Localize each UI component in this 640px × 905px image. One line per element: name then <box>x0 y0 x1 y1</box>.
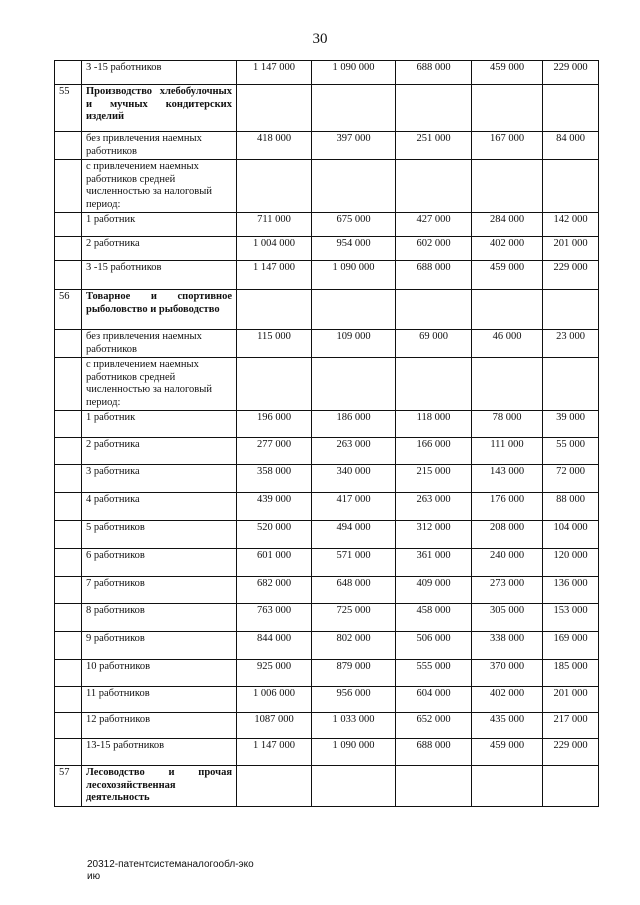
value-cell-4: 273 000 <box>472 577 543 604</box>
value-cell-4: 459 000 <box>472 261 543 290</box>
table-row <box>55 549 599 577</box>
value-cell-2: 417 000 <box>312 493 396 521</box>
table-row <box>55 465 599 493</box>
value-cell-1: 844 000 <box>237 632 312 660</box>
value-cell-5: 153 000 <box>543 604 599 632</box>
row-label-cell: 12 работников <box>82 713 237 739</box>
value-cell-5: 72 000 <box>543 465 599 493</box>
value-cell-4: 459 000 <box>472 61 543 85</box>
value-cell-2 <box>312 160 396 213</box>
value-cell-2 <box>312 358 396 411</box>
row-number-cell <box>55 521 82 549</box>
row-number-cell <box>55 160 82 213</box>
value-cell-5: 142 000 <box>543 213 599 237</box>
table-row <box>55 85 599 132</box>
value-cell-3: 555 000 <box>396 660 472 687</box>
table-row <box>55 132 599 160</box>
row-number-cell <box>55 632 82 660</box>
value-cell-3: 652 000 <box>396 713 472 739</box>
row-label-cell: 10 работников <box>82 660 237 687</box>
value-cell-1: 763 000 <box>237 604 312 632</box>
row-number-cell <box>55 261 82 290</box>
table-row <box>55 438 599 465</box>
value-cell-4: 435 000 <box>472 713 543 739</box>
table-row <box>55 660 599 687</box>
row-number-cell <box>55 465 82 493</box>
value-cell-3: 506 000 <box>396 632 472 660</box>
row-number-cell <box>55 438 82 465</box>
row-number-cell <box>55 358 82 411</box>
value-cell-5: 55 000 <box>543 438 599 465</box>
row-number-cell <box>55 61 82 85</box>
value-cell-1 <box>237 85 312 132</box>
value-cell-3: 263 000 <box>396 493 472 521</box>
value-cell-2: 675 000 <box>312 213 396 237</box>
value-cell-3: 166 000 <box>396 438 472 465</box>
value-cell-5: 229 000 <box>543 739 599 766</box>
row-label-cell: 11 работников <box>82 687 237 713</box>
value-cell-2: 954 000 <box>312 237 396 261</box>
table-row <box>55 577 599 604</box>
value-cell-1: 1 147 000 <box>237 739 312 766</box>
value-cell-4: 176 000 <box>472 493 543 521</box>
document-footer <box>87 859 254 883</box>
activity-heading-cell: Производство хлебобулочных и мучных кондитерских изделий <box>82 85 237 132</box>
value-cell-1: 439 000 <box>237 493 312 521</box>
table-row <box>55 213 599 237</box>
activity-heading-cell: Лесоводство и прочая лесохозяйственная деятельность <box>82 766 237 807</box>
value-cell-5: 185 000 <box>543 660 599 687</box>
value-cell-3: 604 000 <box>396 687 472 713</box>
footer-line-2: ию <box>87 871 101 882</box>
value-cell-3: 602 000 <box>396 237 472 261</box>
value-cell-5 <box>543 85 599 132</box>
row-number-cell <box>55 577 82 604</box>
row-label-cell: 8 работников <box>82 604 237 632</box>
footer-line-1: 20312-патентсистеманалогообл-эко <box>87 859 254 870</box>
value-cell-2: 956 000 <box>312 687 396 713</box>
value-cell-1: 520 000 <box>237 521 312 549</box>
value-cell-5 <box>543 290 599 330</box>
value-cell-5: 104 000 <box>543 521 599 549</box>
value-cell-5: 217 000 <box>543 713 599 739</box>
value-cell-2: 397 000 <box>312 132 396 160</box>
row-number-cell <box>55 687 82 713</box>
value-cell-1 <box>237 160 312 213</box>
value-cell-3: 688 000 <box>396 739 472 766</box>
value-cell-4: 208 000 <box>472 521 543 549</box>
value-cell-4: 338 000 <box>472 632 543 660</box>
value-cell-3: 69 000 <box>396 330 472 358</box>
value-cell-1: 1 147 000 <box>237 61 312 85</box>
value-cell-1: 196 000 <box>237 411 312 438</box>
value-cell-1: 601 000 <box>237 549 312 577</box>
row-number-cell <box>55 237 82 261</box>
row-label-cell: 3 -15 работников <box>82 61 237 85</box>
value-cell-3: 458 000 <box>396 604 472 632</box>
value-cell-1: 418 000 <box>237 132 312 160</box>
row-number-cell <box>55 660 82 687</box>
value-cell-4 <box>472 85 543 132</box>
table-row <box>55 411 599 438</box>
value-cell-4: 459 000 <box>472 739 543 766</box>
value-cell-5: 88 000 <box>543 493 599 521</box>
row-label-cell: 9 работников <box>82 632 237 660</box>
value-cell-2: 802 000 <box>312 632 396 660</box>
value-cell-3 <box>396 358 472 411</box>
row-number-cell: 56 <box>55 290 82 330</box>
table-row <box>55 61 599 85</box>
value-cell-2 <box>312 766 396 807</box>
row-number-cell <box>55 213 82 237</box>
row-number-cell <box>55 739 82 766</box>
value-cell-1: 925 000 <box>237 660 312 687</box>
value-cell-3: 118 000 <box>396 411 472 438</box>
value-cell-4: 402 000 <box>472 237 543 261</box>
value-cell-5: 169 000 <box>543 632 599 660</box>
table-row <box>55 766 599 807</box>
row-label-cell: 5 работников <box>82 521 237 549</box>
value-cell-3 <box>396 160 472 213</box>
value-cell-2: 494 000 <box>312 521 396 549</box>
value-cell-2: 725 000 <box>312 604 396 632</box>
row-number-cell <box>55 713 82 739</box>
value-cell-2: 648 000 <box>312 577 396 604</box>
value-cell-5: 120 000 <box>543 549 599 577</box>
table-row <box>55 160 599 213</box>
value-cell-4 <box>472 358 543 411</box>
value-cell-5 <box>543 358 599 411</box>
row-number-cell: 57 <box>55 766 82 807</box>
value-cell-5: 23 000 <box>543 330 599 358</box>
row-label-cell: без привлечения наемных работников <box>82 330 237 358</box>
value-cell-4: 402 000 <box>472 687 543 713</box>
value-cell-2 <box>312 290 396 330</box>
row-label-cell: 4 работника <box>82 493 237 521</box>
row-label-cell: 6 работников <box>82 549 237 577</box>
value-cell-4 <box>472 766 543 807</box>
value-cell-2 <box>312 85 396 132</box>
table-row <box>55 604 599 632</box>
value-cell-3: 251 000 <box>396 132 472 160</box>
row-label-cell: с привлечением наемных работников средней численностью за налоговый период: <box>82 160 237 213</box>
row-label-cell: 2 работника <box>82 237 237 261</box>
value-cell-5: 229 000 <box>543 261 599 290</box>
value-cell-2: 263 000 <box>312 438 396 465</box>
value-cell-5: 201 000 <box>543 687 599 713</box>
row-label-cell: 3 работника <box>82 465 237 493</box>
value-cell-5 <box>543 766 599 807</box>
value-cell-1 <box>237 766 312 807</box>
row-label-cell: без привлечения наемных работников <box>82 132 237 160</box>
value-cell-5: 84 000 <box>543 132 599 160</box>
row-label-cell: 7 работников <box>82 577 237 604</box>
value-cell-2: 340 000 <box>312 465 396 493</box>
row-label-cell: 13-15 работников <box>82 739 237 766</box>
table-row <box>55 521 599 549</box>
value-cell-4: 78 000 <box>472 411 543 438</box>
value-cell-1: 1 147 000 <box>237 261 312 290</box>
value-cell-2: 879 000 <box>312 660 396 687</box>
value-cell-1: 277 000 <box>237 438 312 465</box>
value-cell-1: 358 000 <box>237 465 312 493</box>
value-cell-3: 688 000 <box>396 261 472 290</box>
table-row <box>55 330 599 358</box>
table-row <box>55 290 599 330</box>
value-cell-3: 688 000 <box>396 61 472 85</box>
value-cell-5 <box>543 160 599 213</box>
value-cell-4: 370 000 <box>472 660 543 687</box>
value-cell-2: 1 090 000 <box>312 739 396 766</box>
table-row <box>55 632 599 660</box>
value-cell-5: 229 000 <box>543 61 599 85</box>
value-cell-2: 109 000 <box>312 330 396 358</box>
value-cell-3 <box>396 766 472 807</box>
row-label-cell: 1 работник <box>82 411 237 438</box>
value-cell-3 <box>396 290 472 330</box>
table-row <box>55 687 599 713</box>
value-cell-4: 284 000 <box>472 213 543 237</box>
value-cell-4 <box>472 290 543 330</box>
value-cell-5: 39 000 <box>543 411 599 438</box>
row-number-cell <box>55 411 82 438</box>
value-cell-3: 312 000 <box>396 521 472 549</box>
row-label-cell: с привлечением наемных работников средней численностью за налоговый период: <box>82 358 237 411</box>
value-cell-3: 215 000 <box>396 465 472 493</box>
value-cell-3: 409 000 <box>396 577 472 604</box>
page-number: 30 <box>312 31 328 47</box>
table-row <box>55 739 599 766</box>
value-cell-1 <box>237 358 312 411</box>
table-body <box>55 61 599 807</box>
table-row <box>55 358 599 411</box>
value-cell-4: 240 000 <box>472 549 543 577</box>
row-number-cell <box>55 132 82 160</box>
activity-heading-cell: Товарное и спортивное рыболовство и рыбоводство <box>82 290 237 330</box>
value-cell-2: 1 090 000 <box>312 61 396 85</box>
row-number-cell <box>55 330 82 358</box>
value-cell-1: 115 000 <box>237 330 312 358</box>
value-cell-4: 143 000 <box>472 465 543 493</box>
value-cell-1: 1 006 000 <box>237 687 312 713</box>
tax-rate-table <box>54 60 599 807</box>
row-number-cell <box>55 493 82 521</box>
row-number-cell: 55 <box>55 85 82 132</box>
value-cell-1: 682 000 <box>237 577 312 604</box>
table-row <box>55 261 599 290</box>
table-row <box>55 237 599 261</box>
value-cell-2: 1 033 000 <box>312 713 396 739</box>
value-cell-3 <box>396 85 472 132</box>
value-cell-4: 167 000 <box>472 132 543 160</box>
row-label-cell: 3 -15 работников <box>82 261 237 290</box>
row-label-cell: 1 работник <box>82 213 237 237</box>
row-number-cell <box>55 604 82 632</box>
value-cell-4: 305 000 <box>472 604 543 632</box>
value-cell-5: 201 000 <box>543 237 599 261</box>
value-cell-4: 46 000 <box>472 330 543 358</box>
value-cell-1: 1 004 000 <box>237 237 312 261</box>
value-cell-2: 1 090 000 <box>312 261 396 290</box>
value-cell-1: 1087 000 <box>237 713 312 739</box>
value-cell-3: 427 000 <box>396 213 472 237</box>
value-cell-4 <box>472 160 543 213</box>
value-cell-1: 711 000 <box>237 213 312 237</box>
value-cell-3: 361 000 <box>396 549 472 577</box>
value-cell-4: 111 000 <box>472 438 543 465</box>
table-row <box>55 493 599 521</box>
table-row <box>55 713 599 739</box>
row-label-cell: 2 работника <box>82 438 237 465</box>
value-cell-2: 186 000 <box>312 411 396 438</box>
value-cell-1 <box>237 290 312 330</box>
value-cell-2: 571 000 <box>312 549 396 577</box>
value-cell-5: 136 000 <box>543 577 599 604</box>
row-number-cell <box>55 549 82 577</box>
